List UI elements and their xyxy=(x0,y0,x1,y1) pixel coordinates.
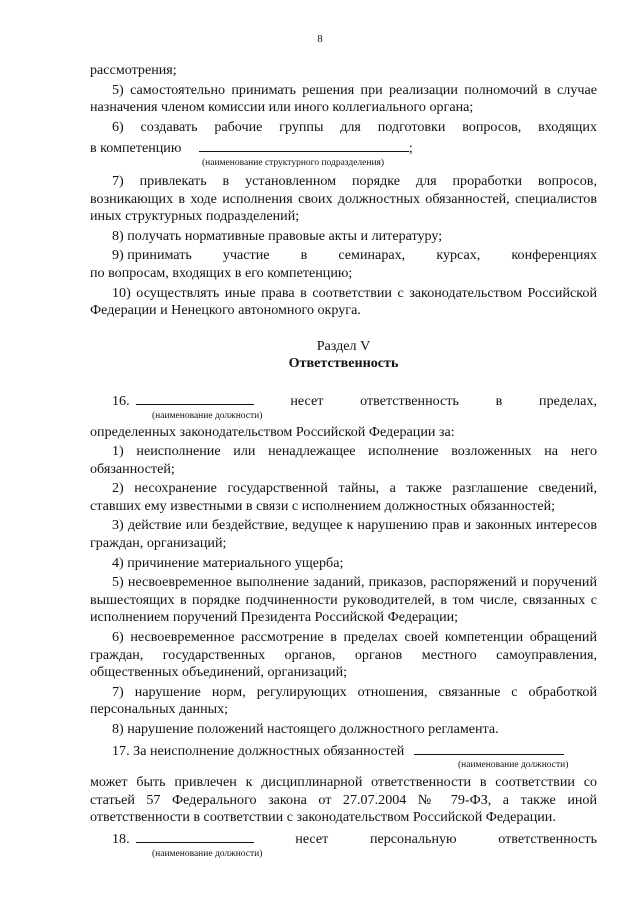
word: курсах, xyxy=(436,247,481,264)
clause-16-line xyxy=(90,391,597,411)
list-item: 8) нарушение положений настоящего должностного регламента. xyxy=(112,721,499,737)
clause-18-line xyxy=(90,829,597,849)
fill-in-blank xyxy=(414,741,564,755)
list-item: 5) несвоевременное выполнение заданий, приказов, распоряжений и поручений вышестоящих в порядке подчиненности руководителей, в том числе, связанных с исполнением поручений Президента Российской Федерации; xyxy=(90,574,597,626)
word: несет xyxy=(295,830,329,847)
word: конференциях xyxy=(511,247,597,264)
word: участие xyxy=(222,247,270,264)
document-body xyxy=(90,62,597,860)
list-item: 5) самостоятельно принимать решения при реализации полномочий в случае назначения членом комиссии или иного коллегиального органа; xyxy=(90,81,597,116)
list-item: 7) нарушение норм, регулирующих отношения, связанные с обработкой персональных данных; xyxy=(90,683,597,718)
section-title: Ответственность xyxy=(288,355,399,372)
section-label: Раздел V xyxy=(316,337,371,354)
list-item: 7) привлекать в установленном порядке для проработки вопросов, возникающих в ходе исполнения своих должностных обязанностей, специалистов иных структурных подразделений; xyxy=(90,172,597,225)
list-item: 6) создавать рабочие группы для подготовки вопросов, входящих xyxy=(112,118,597,135)
list-item: 10) осуществлять иные права в соответствии с законодательством Российской Федерации и Ненецкого автономного округа. xyxy=(90,284,597,319)
text-fragment: ; xyxy=(408,140,413,157)
list-item xyxy=(90,247,597,265)
word: 9) принимать xyxy=(112,247,192,264)
word: семинарах, xyxy=(338,247,406,264)
word: в xyxy=(300,247,308,264)
list-item: 2) несохранение государственной тайны, а также разглашение сведений, ставших ему известными в связи с исполнением должностных обязанностей; xyxy=(90,480,597,514)
field-caption: (наименование должности) xyxy=(458,760,569,771)
word: ответственность xyxy=(360,392,459,409)
list-item: 8) получать нормативные правовые акты и литературу; xyxy=(112,227,443,244)
list-item: 6) несвоевременное рассмотрение в пределах своей компетенции обращений граждан, государственных органов, органов местного самоуправления, общественных объединений, организаций; xyxy=(90,629,597,681)
clause-number xyxy=(112,391,254,411)
word: персональную xyxy=(369,830,457,847)
word: несет xyxy=(290,392,324,409)
word: пределах, xyxy=(539,392,597,409)
text-line: определенных законодательством Российской Федерации за: xyxy=(90,423,455,440)
text-fragment: в компетенцию xyxy=(90,140,182,157)
clause-17-line xyxy=(90,741,597,761)
field-caption: (наименование структурного подразделения) xyxy=(202,157,385,168)
clause-number xyxy=(112,829,254,849)
page-number: 8 xyxy=(317,33,323,45)
fill-in-blank xyxy=(136,391,254,405)
clause-number-text: 16. xyxy=(112,392,130,409)
text-fragment: 17. За неисполнение должностных обязанностей xyxy=(112,742,405,759)
clause-text: может быть привлечен к дисциплинарной ответственности в соответствии со статьей 57 Федерального закона от 27.07.2004 № 79-ФЗ, а также иной ответственности в соответствии с законодательством Российской Федерации. xyxy=(90,774,597,826)
field-caption: (наименование должности) xyxy=(152,848,263,859)
list-item: 4) причинение материального ущерба; xyxy=(112,554,344,571)
word: ответственность xyxy=(498,830,597,847)
clause-number-text: 18. xyxy=(112,830,130,847)
list-item-continuation: по вопросам, входящих в его компетенцию; xyxy=(90,264,353,281)
list-item: 3) действие или бездействие, ведущее к нарушению прав и законных интересов граждан, организаций; xyxy=(90,517,597,552)
fill-in-blank xyxy=(199,138,409,152)
fill-in-blank xyxy=(136,829,254,843)
field-caption: (наименование должности) xyxy=(152,410,263,421)
list-item: 1) неисполнение или ненадлежащее исполнение возложенных на него обязанностей; xyxy=(90,443,597,477)
text-line: рассмотрения; xyxy=(90,62,177,78)
word: в xyxy=(495,392,503,409)
list-item-continuation xyxy=(90,138,597,158)
